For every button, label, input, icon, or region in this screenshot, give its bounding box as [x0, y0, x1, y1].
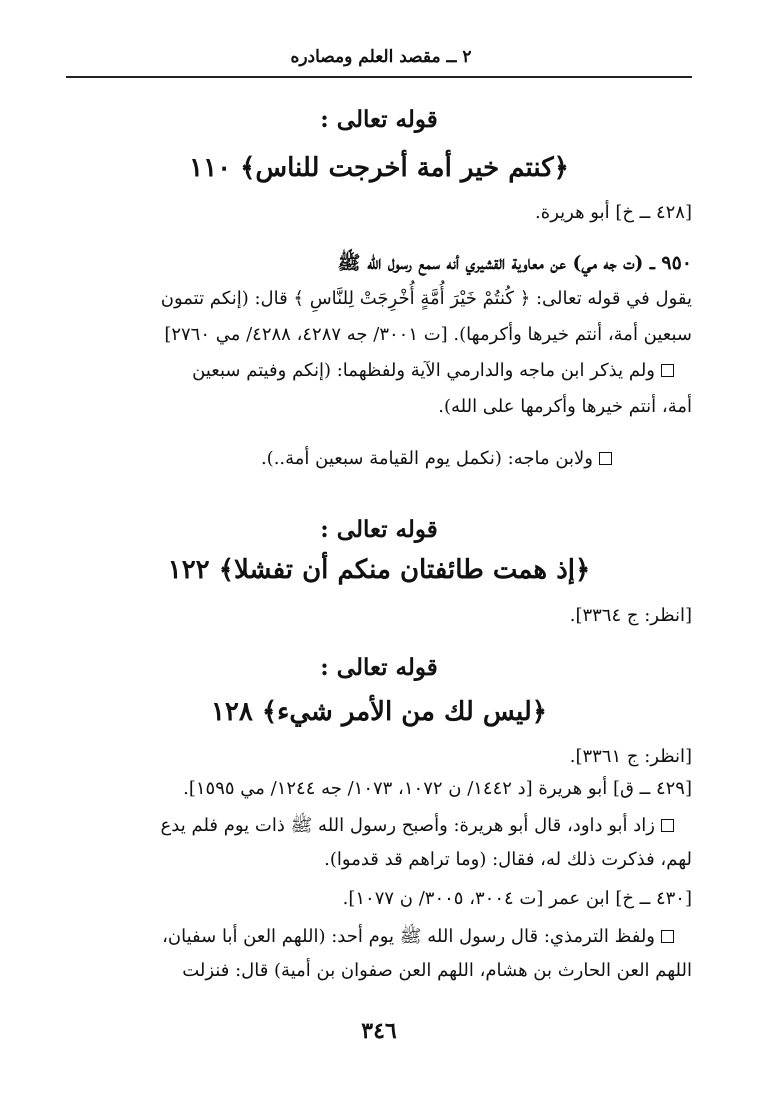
header-rule [66, 76, 692, 78]
section-label: قوله تعالى : [320, 106, 438, 133]
note-line: ولفظ الترمذي: قال رسول الله ﷺ يوم أحد: (اللهم العن أبا سفيان، [66, 922, 692, 952]
note-box-icon [661, 819, 674, 832]
hadith-line: ٩٥٠ ــ (ت جه مي) عن معاوية القشيري أنه سمع رسول الله ﷺ [337, 252, 692, 274]
reference-line: [انظر: ج ٣٣٦٤]. [569, 605, 692, 626]
page-number: ٣٤٦ [361, 1018, 397, 1044]
note-line: زاد أبو داود، قال أبو هريرة: وأصبح رسول الله ﷺ ذات يوم فلم يدع [66, 811, 692, 841]
verse-heading: ﴿كنتم خير أمة أخرجت للناس﴾ ١١٠ [189, 153, 569, 183]
reference-line: [٤٣٠ ــ خ] ابن عمر [ت ٣٠٠٤، ٣٠٠٥/ ن ١٠٧٧]. [342, 888, 692, 909]
note-line: اللهم العن الحارث بن هشام، اللهم العن صفوان بن أمية) قال: فنزلت [182, 960, 692, 981]
running-header: ٢ ــ مقصد العلم ومصادره [290, 47, 472, 67]
verse-heading: ﴿إذ همت طائفتان منكم أن تفشلا﴾ ١٢٢ [167, 555, 591, 585]
note-box-icon [599, 452, 612, 465]
reference-line: [٤٢٩ ــ ق] أبو هريرة [د ١٤٤٢/ ن ١٠٧٢، ١٠٧٣/ جه ١٢٤٤/ مي ١٥٩٥]. [183, 778, 692, 799]
note-box-icon [661, 364, 674, 377]
hadith-line: يقول في قوله تعالى: ﴿ كُنتُمْ خَيْرَ أُمَّةٍ أُخْرِجَتْ لِلنَّاسِ ﴾ قال: (إنكم تتمون [160, 288, 692, 309]
hadith-line: سبعين أمة، أنتم خيرها وأكرمها). [ت ٣٠٠١/ جه ٤٢٨٧، ٤٢٨٨/ مي ٢٧٦٠] [164, 324, 692, 345]
section-label: قوله تعالى : [320, 654, 438, 681]
verse-heading: ﴿ليس لك من الأمر شيء﴾ ١٢٨ [210, 697, 548, 727]
reference-line: [٤٢٨ ــ خ] أبو هريرة. [535, 202, 692, 223]
note-line: أمة، أنتم خيرها وأكرمها على الله). [438, 396, 692, 417]
note-line: لهم، فذكرت ذلك له، فقال: (وما تراهم قد قدموا). [324, 849, 692, 870]
reference-line: [انظر: ج ٣٣٦١]. [569, 746, 692, 767]
note-line: ولابن ماجه: (نكمل يوم القيامة سبعين أمة..). [66, 444, 692, 474]
section-label: قوله تعالى : [320, 516, 438, 543]
note-box-icon [661, 930, 674, 943]
note-line: ولم يذكر ابن ماجه والدارمي الآية ولفظهما: (إنكم وفيتم سبعين [66, 356, 692, 386]
